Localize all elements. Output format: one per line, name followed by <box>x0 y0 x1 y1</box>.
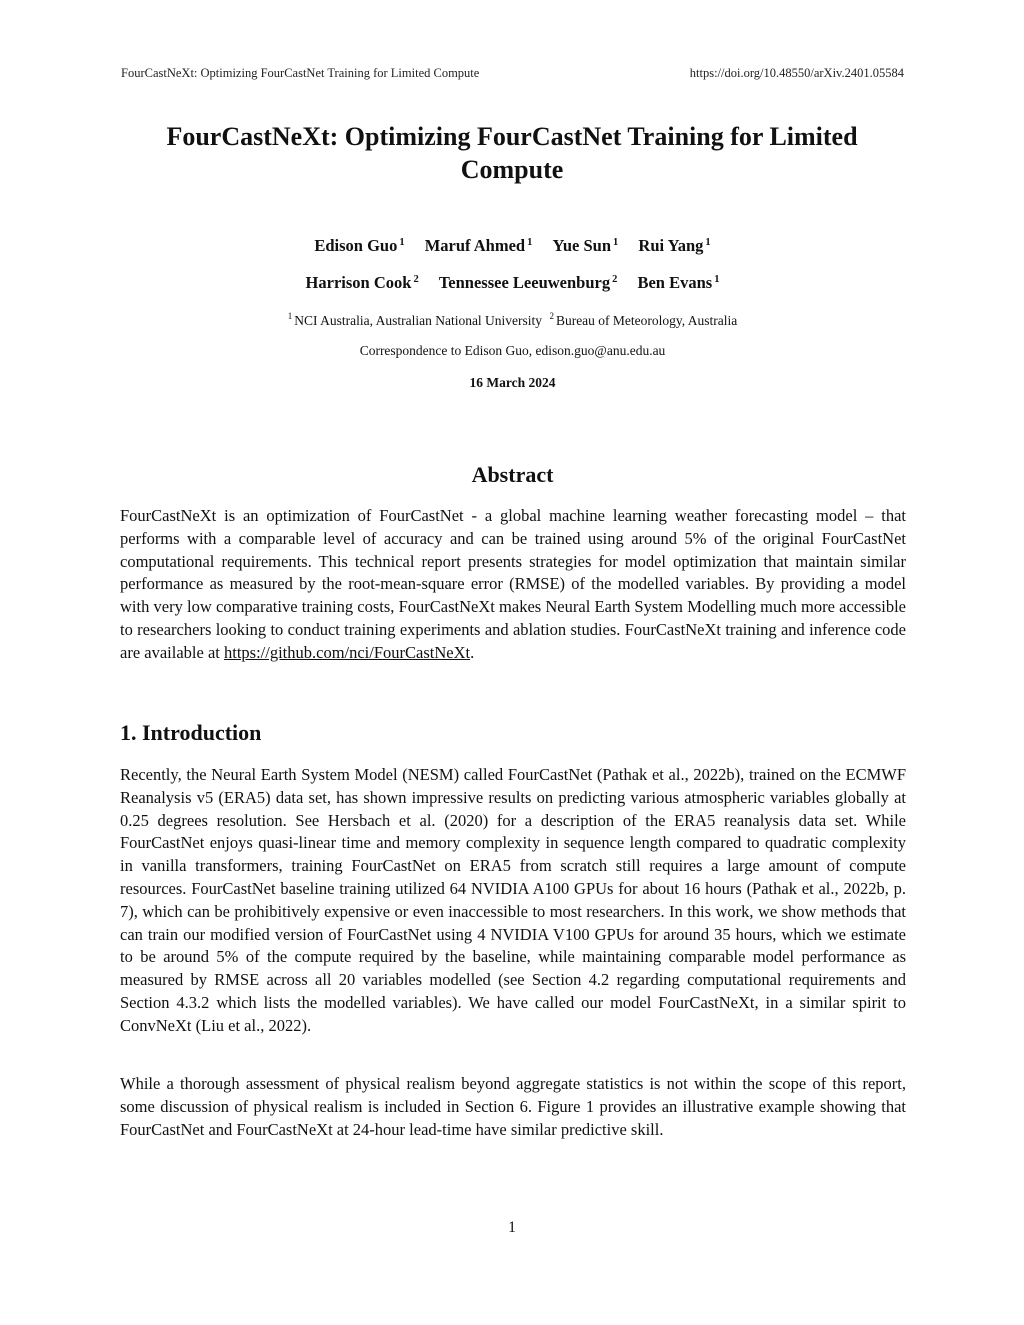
author <box>637 273 719 293</box>
running-header-doi: https://doi.org/10.48550/arXiv.2401.05584 <box>689 66 904 80</box>
abstract-heading: Abstract <box>471 462 554 487</box>
section-heading-introduction: 1. Introduction <box>120 720 262 745</box>
author-affiliation-mark: 1 <box>705 236 711 248</box>
author-affiliation-mark: 1 <box>613 236 619 248</box>
author-name: Yue Sun <box>552 236 612 255</box>
introduction-paragraph-2: While a thorough assessment of physical realism beyond aggregate statistics is not within the scope of this report, some discussion of physical realism is included in Section 6. Figure 1 provides an illustrative example showing that FourCastNet and FourCastNeXt at 24-hour lead-time have similar predictive skill. <box>120 1074 906 1139</box>
author-name: Tennessee Leeuwenburg <box>438 273 611 292</box>
author-affiliation-mark: 1 <box>399 236 405 248</box>
author <box>306 273 419 293</box>
affiliation-mark: 2 <box>549 311 554 321</box>
code-repository-link[interactable]: https://github.com/nci/FourCastNeXt <box>223 642 471 662</box>
author-name: Harrison Cook <box>305 273 412 292</box>
author-affiliation-mark: 1 <box>714 273 720 285</box>
affiliation-mark: 1 <box>287 311 293 321</box>
author-affiliation-mark: 2 <box>612 273 618 285</box>
abstract-end: . <box>470 642 475 662</box>
affiliation <box>288 313 542 328</box>
author-name: Ben Evans <box>637 273 713 292</box>
affiliations <box>121 311 904 329</box>
author-row-1 <box>121 236 904 256</box>
author-name: Rui Yang <box>638 236 704 255</box>
correspondence: Correspondence to Edison Guo, edison.guo@anu.edu.au <box>359 343 666 358</box>
affiliation-text: Bureau of Meteorology, Australia <box>555 312 738 328</box>
page-number: 1 <box>508 1219 516 1236</box>
author-affiliation-mark: 1 <box>527 236 533 248</box>
author <box>638 236 710 256</box>
publication-date: 16 March 2024 <box>469 375 556 390</box>
introduction-paragraph-1: Recently, the Neural Earth System Model (NESM) called FourCastNet (Pathak et al., 2022b), trained on the ECMWF Reanalysis v5 (ERA5) data set, has shown impressive results on predicting various atmospheric variables globally at 0.25 degrees resolution. See Hersbach et al. (2020) for a description of the ERA5 reanalysis data set. While FourCastNet enjoys quasi-linear time and memory complexity in sequence length compared to quadratic complexity in vanilla transformers, training FourCastNet on ERA5 from scratch still requires a large amount of compute resources. FourCastNet baseline training utilized 64 NVIDIA A100 GPUs for about 16 hours (Pathak et al., 2022b, p. 7), which can be prohibitively expensive or even inaccessible to most researchers. In this work, we show methods that can train our modified version of FourCastNet using 4 NVIDIA V100 GPUs for around 35 hours, which we estimate to be around 5% of the compute required by the baseline, while maintaining comparable model performance as measured by RMSE across all 20 variables modelled (see Section 4.2 regarding computational requirements and Section 4.3.2 which lists the modelled variables). We have called our model FourCastNeXt, in a similar spirit to ConvNeXt (Liu et al., 2022). <box>120 765 906 1035</box>
affiliation <box>549 313 737 328</box>
author-name: Edison Guo <box>314 236 398 255</box>
paper-title: FourCastNeXt: Optimizing FourCastNet Training for Limited Compute <box>166 122 858 184</box>
author <box>439 273 618 293</box>
author <box>314 236 404 256</box>
author-row-2 <box>121 273 904 293</box>
author <box>425 236 533 256</box>
abstract-paragraph <box>120 505 906 665</box>
affiliation-text: NCI Australia, Australian National University <box>294 312 543 328</box>
author-affiliation-mark: 2 <box>413 273 419 285</box>
abstract-text: FourCastNeXt is an optimization of FourCastNet - a global machine learning weather forecasting model – that performs with a comparable level of accuracy and can be trained using around 5% of the original FourCastNet computational requirements. This technical report presents strategies for model optimization that maintain similar performance as measured by the root-mean-square error (RMSE) of the modelled variables. By providing a model with very low comparative training costs, FourCastNeXt makes Neural Earth System Modelling much more accessible to researchers looking to conduct training experiments and ablation studies. FourCastNeXt training and inference code are available at <box>120 506 906 662</box>
author-name: Maruf Ahmed <box>424 236 526 255</box>
author <box>552 236 618 256</box>
running-header-title: FourCastNeXt: Optimizing FourCastNet Training for Limited Compute <box>121 66 480 80</box>
